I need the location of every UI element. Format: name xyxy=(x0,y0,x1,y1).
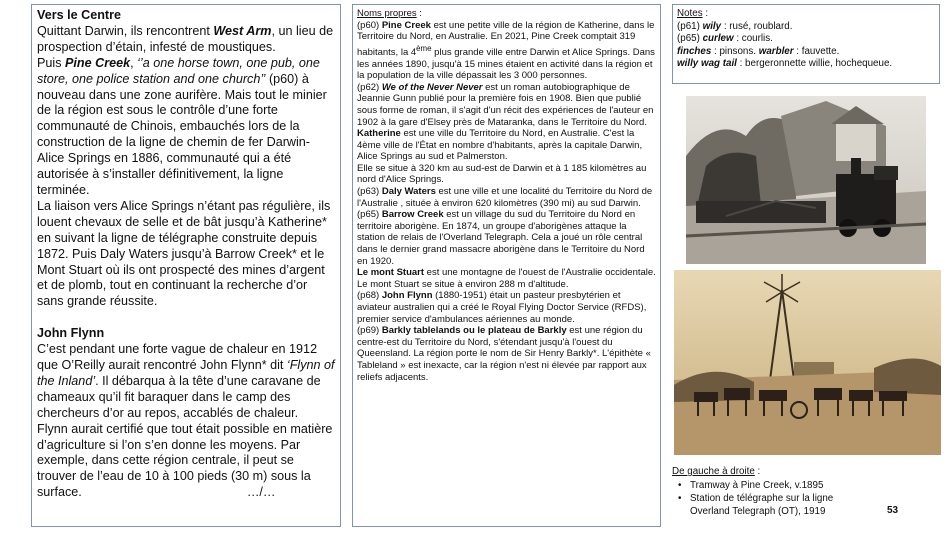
pine-creek-term: Pine Creek xyxy=(65,55,131,70)
page-number: 53 xyxy=(887,505,899,516)
entry-never-never: (p62) We of the Never Never est un roman autobiographique de Jeannie Gunn publié pour la première fois en 1908. Bien que publié sous forme de roman, il s'agit d'un récit des expériences de l'auteur en 1902 à la gare d'Elsey près de Mataranka, dans le Territoire du Nord. xyxy=(357,81,654,128)
paragraph-liaison: La liaison vers Alice Springs n’étant pas régulière, ils louent chevaux de selle et de bât jusqu’à Katherine* en suivant la ligne de télégraphe construite depuis 1872. Puis Daly Waters jusqu’à Barrow Creek* et le Mont Stuart où ils ont prospecté des mines d’argent et de plomb, tout en continuant la recherche d’or sans grande réussite. xyxy=(37,198,331,309)
photo-caption xyxy=(672,465,872,518)
telegraph-station-photo xyxy=(674,270,941,455)
paragraph-flynn-meeting: C’est pendant une forte vague de chaleur en 1912 que O’Reilly aurait rencontré John Flynn* dit ‘Flynn of the Inland’. Il débarqua à la tête d’une caravane de chameaux qu’il fit baraquer dans le camp des chercheurs d’or au repos, accablés de chaleur. xyxy=(37,342,335,420)
caption-list xyxy=(672,479,872,518)
entry-barrow-creek: (p65) Barrow Creek est un village du sud du Territoire du Nord en territoire aborigène. En 1874, un groupe d'aborigènes attaque la station de relais de l'Overland Telegraph. Cela a joué un rôle central dans le dernier grand massacre aborigène dans le Territoire du Nord en 1920. xyxy=(357,209,645,267)
continuation-mark: …/… xyxy=(246,485,276,500)
note-wily: (p61) wily : rusé, roublard. xyxy=(677,20,793,32)
tramway-photo-illustration xyxy=(686,96,926,264)
main-text-panel xyxy=(31,4,341,527)
entry-barkly: (p69) Barkly tablelands ou le plateau de Barkly est une région du centre-est du Territoire du Nord, s'étendant jusqu'à l'ouest du Queensland. La région porte le nom de Sir Henry Barkly*. L'épithète « Tableland » est inexacte, car la région n'est ni élevée par rapport aux reliefs adjacents. xyxy=(357,325,651,383)
pine-creek-quote: ‘’a one horse town, one pub, one store, one police station and one church’’ xyxy=(37,55,320,86)
proper-names-panel xyxy=(352,4,661,527)
entry-pine-creek: (p60) Pine Creek est une petite ville de la région de Katherine, dans le Territoire du Nord, en Australie. En 2021, Pine Creek comptait 319 habitants, la 4ème plus grande ville entre Darwin et Alice Springs. Dans les années 1890, jusqu'à 15 mines étaient en activité dans la région et la population de la ville dépassait les 3 000 personnes. xyxy=(357,19,655,82)
note-willy-wag-tail: willy wag tail : bergeronnette willie, hochequeue. xyxy=(677,58,893,70)
section-title-john-flynn: John Flynn xyxy=(37,326,105,341)
section-title-vers-le-centre: Vers le Centre xyxy=(37,8,122,22)
west-arm-term: West Arm xyxy=(213,23,272,38)
entry-katherine-location: Elle se situe à 320 km au sud-est de Darwin et à 1 185 kilomètres au nord d'Alice Springs. xyxy=(357,162,647,186)
entry-mont-stuart: Le mont Stuart est une montagne de l'ouest de l'Australie occidentale. Le mont Stuart se situe à environ 288 m d'altitude. xyxy=(357,267,656,290)
tramway-photo xyxy=(686,96,926,264)
notes-header: Notes : xyxy=(677,8,709,19)
telegraph-photo-illustration xyxy=(674,270,941,455)
caption-item: • Station de télégraphe sur la ligne Overland Telegraph (OT), 1919 xyxy=(672,492,872,518)
proper-names-header: Noms propres : xyxy=(357,8,422,19)
notes-panel xyxy=(672,4,940,84)
note-finches-warbler: finches : pinsons. warbler : fauvette. xyxy=(677,45,840,57)
flynn-nickname: ‘Flynn of the Inland’ xyxy=(37,358,335,388)
paragraph-west-arm: Quittant Darwin, ils rencontrent West Arm, un lieu de prospection d’étain, infesté de moustiques. xyxy=(37,23,334,54)
entry-john-flynn: (p68) John Flynn (1880-1951) était un pasteur presbytérien et aviateur australien qui a créé le Royal Flying Doctor Service (RFDS), premier service d'ambulances aériennes au monde. xyxy=(357,290,647,325)
paragraph-flynn-agriculture: Flynn aurait certifié que tout était possible en matière d’agriculture si l’on s’en donne les moyens. Par exemple, dans cette région centrale, il peut se trouver de l’eau de 10 à 100 pieds (30 m) sous la surface. …/… xyxy=(37,421,333,500)
caption-item: • Tramway à Pine Creek, v.1895 xyxy=(672,479,872,492)
entry-daly-waters: (p63) Daly Waters est une ville et une localité du Territoire du Nord de l'Australie , située à environ 620 kilomètres (390 mi) au sud Darwin. xyxy=(357,186,653,209)
note-curlew: (p65) curlew : courlis. xyxy=(677,33,773,45)
caption-header: De gauche à droite : xyxy=(672,466,761,477)
paragraph-pine-creek: Puis Pine Creek, ‘’a one horse town, one pub, one store, one police station and one church’’ (p60) à nouveau dans une zone aurifère. Mais tout le minier de la région est sous le contrôle d’une forte communauté de Chinois, embauchés lors de la construction de la ligne de chemin de fer Darwin-Alice Springs en 1886, communauté qui a été autorisée à s’installer définitivement, la ligne terminée. xyxy=(37,55,327,197)
entry-katherine: Katherine est une ville du Territoire du Nord, en Australie. C'est la 4ème ville de l'État en nombre d'habitants, après la capitale Darwin, Alice Springs au sud et Palmerston. xyxy=(357,128,643,163)
